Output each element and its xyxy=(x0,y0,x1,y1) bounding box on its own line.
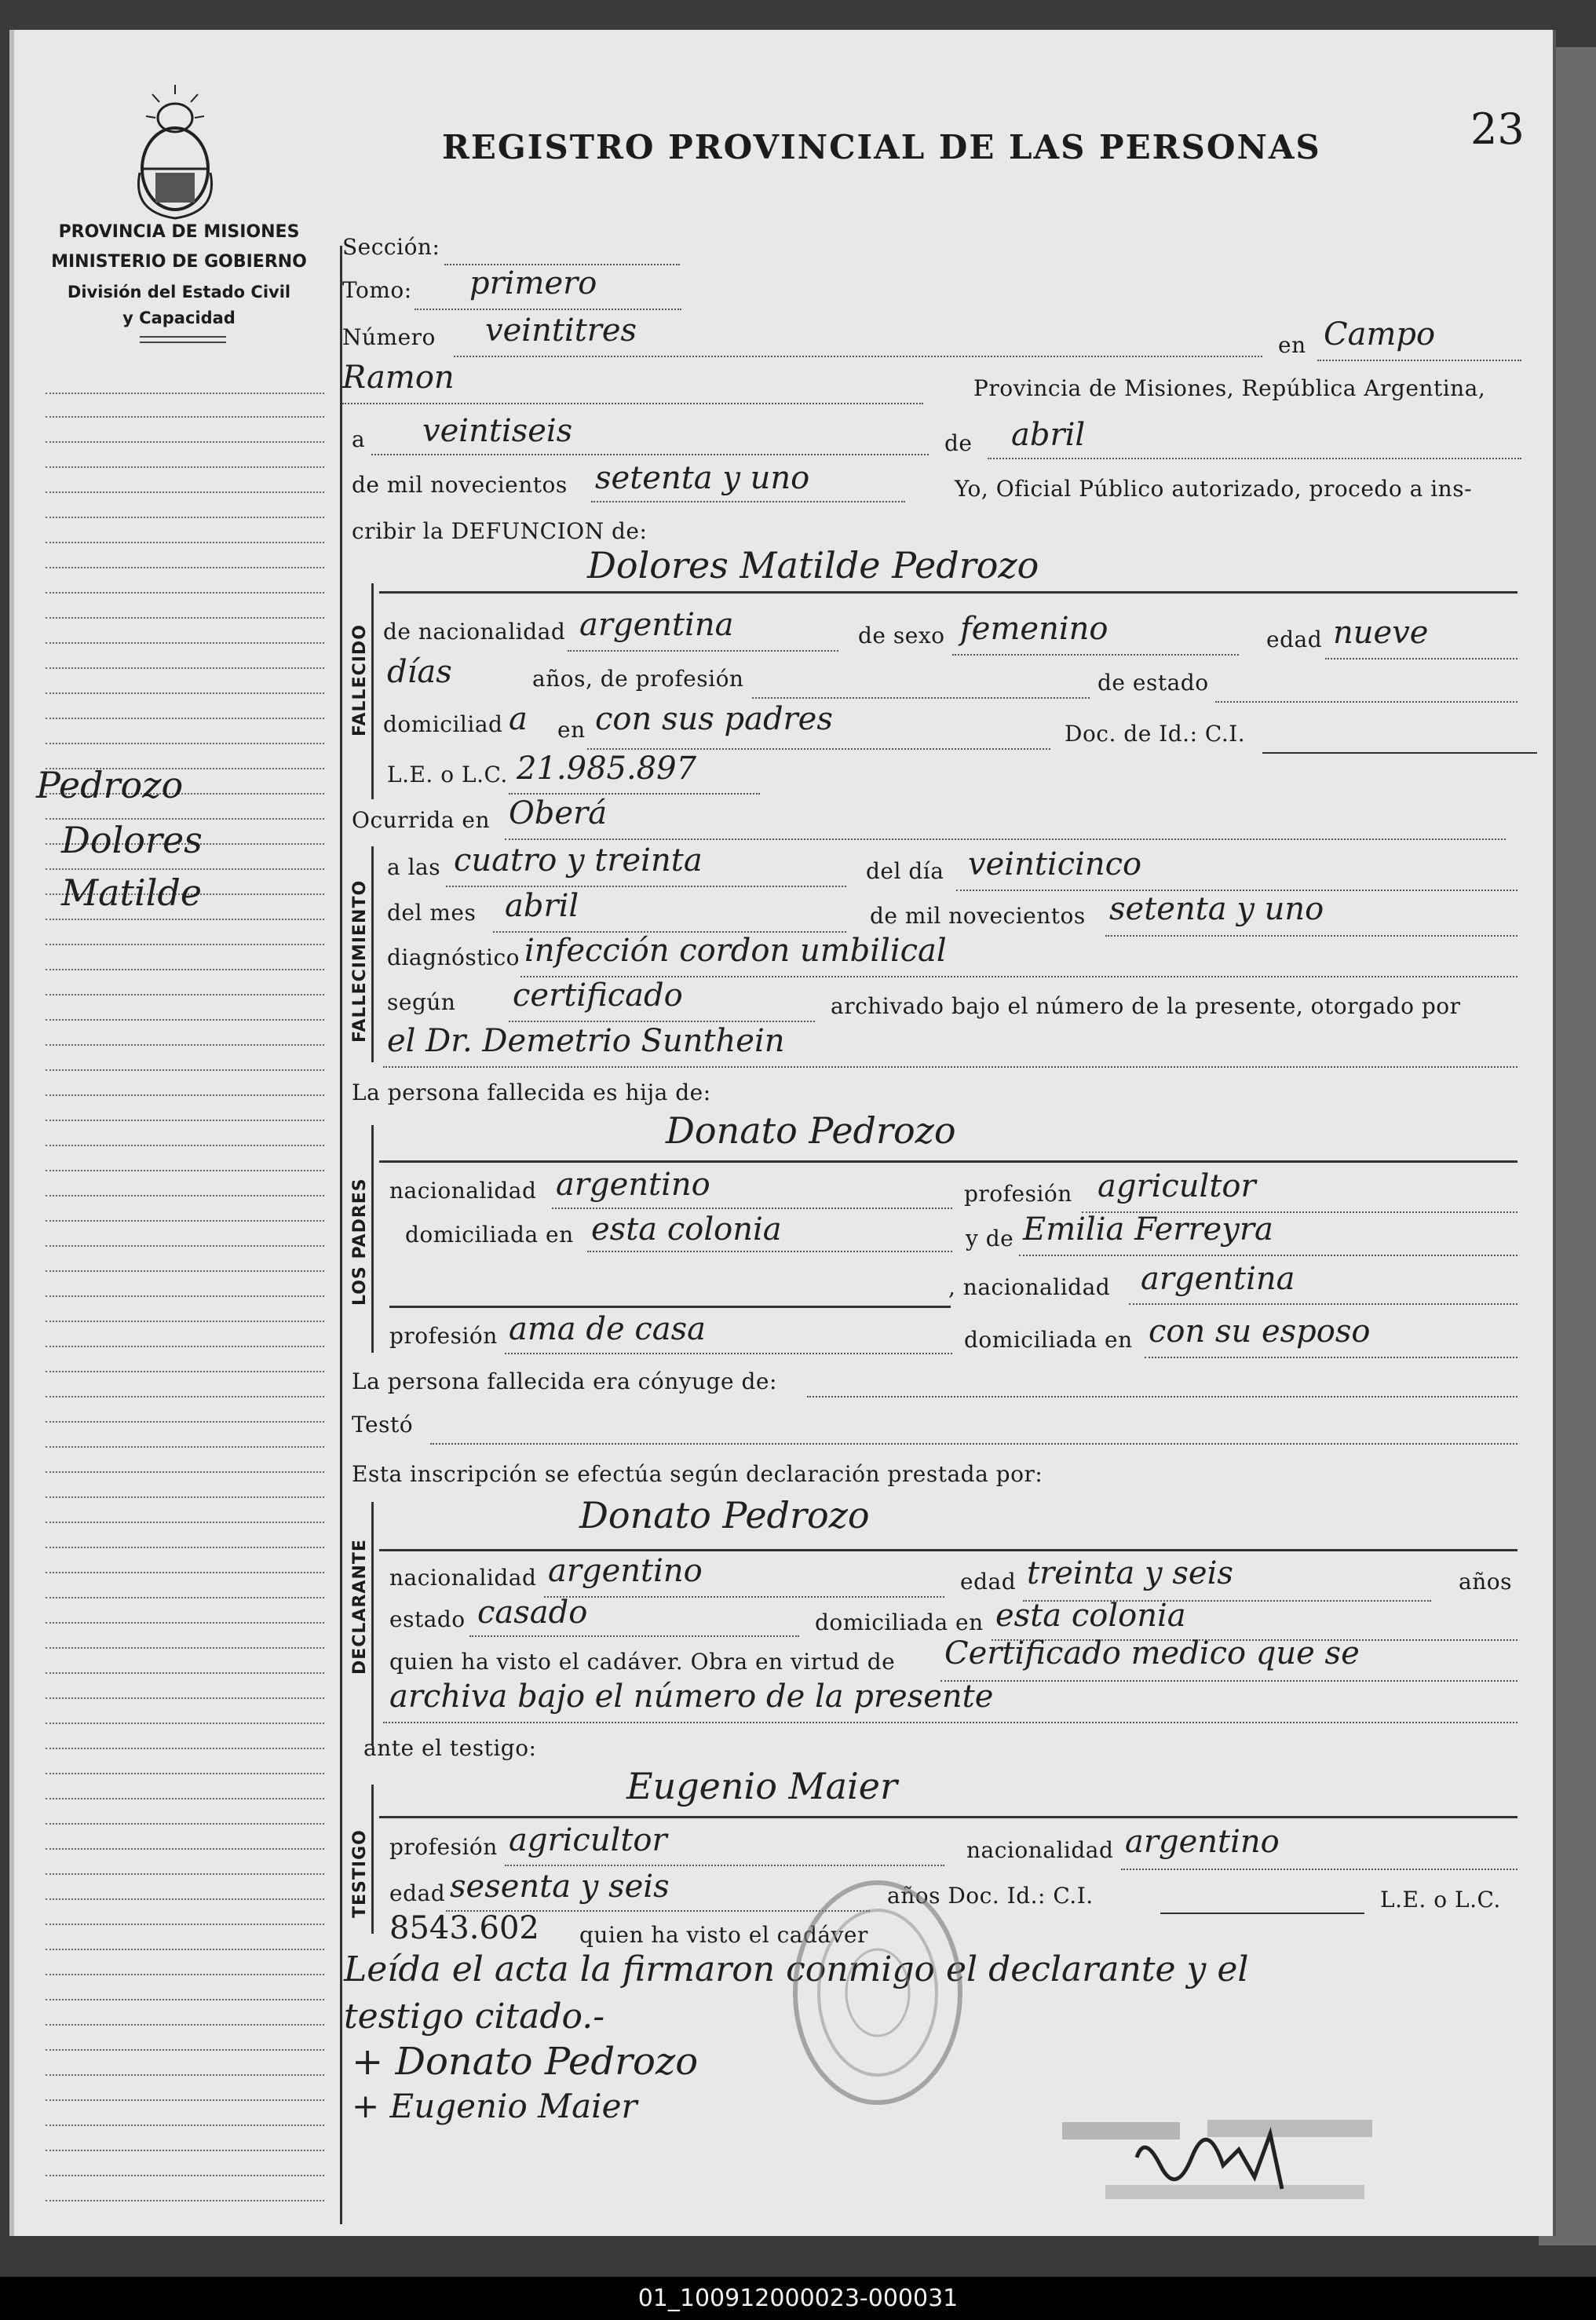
margin-note-name2: Matilde xyxy=(61,871,203,914)
segun-value: certificado xyxy=(513,977,683,1014)
del-mes-label: del mes xyxy=(387,900,477,926)
conyuge-label: La persona fallecida era cónyuge de: xyxy=(352,1368,777,1394)
en-label: en xyxy=(1278,332,1306,358)
provincia-text: Provincia de Misiones, República Argentina, xyxy=(973,375,1486,401)
inscripcion-label: Esta inscripción se efectúa según declaración prestada por: xyxy=(352,1461,1043,1487)
decl-edad-value: treinta y seis xyxy=(1027,1555,1233,1591)
a-label: a xyxy=(352,426,366,452)
fallecido-side-label: FALLECIDO xyxy=(350,624,370,736)
leida-text: Leída el acta la firmaron conmigo el declarante y el xyxy=(344,1949,1249,1989)
declarante-side-label: DECLARANTE xyxy=(350,1539,370,1675)
padre-domicilio-value: esta colonia xyxy=(591,1211,782,1248)
madre-nacionalidad-label: , nacionalidad xyxy=(948,1274,1111,1300)
archivado-text: archivado bajo el número de la presente, otorgado por xyxy=(831,993,1461,1019)
de-mil-label: de mil novecientos xyxy=(352,472,568,498)
mes-fallec-value: abril xyxy=(505,888,579,924)
margin-note-name1: Dolores xyxy=(61,819,203,861)
page-title: REGISTRO PROVINCIAL DE LAS PERSONAS xyxy=(442,128,1321,166)
domiciliad-label: domiciliad xyxy=(383,711,503,737)
en-label-2: en xyxy=(557,717,586,743)
decl-edad-label: edad xyxy=(960,1569,1017,1595)
ocurrida-value: Oberá xyxy=(509,795,608,831)
padre-nacionalidad-label: nacionalidad xyxy=(389,1178,537,1204)
edad-label: edad xyxy=(1266,627,1323,652)
page-number: 23 xyxy=(1470,104,1525,154)
test-nacionalidad-value: argentino xyxy=(1125,1824,1280,1860)
otorgado-por-value: el Dr. Demetrio Sunthein xyxy=(387,1023,785,1059)
madre-domicilio-value: con su esposo xyxy=(1149,1313,1371,1350)
coat-of-arms-icon xyxy=(124,79,226,236)
image-id-text: 01_100912000023-000031 xyxy=(637,2285,959,2312)
quien-visto-label: quien ha visto el cadáver. Obra en virtud de xyxy=(389,1649,896,1675)
decl-nacionalidad-label: nacionalidad xyxy=(389,1565,537,1591)
official-signature-icon xyxy=(1058,2103,1388,2212)
dia-value: veintiseis xyxy=(422,413,573,449)
madre-value: Emilia Ferreyra xyxy=(1023,1211,1273,1248)
test-anios-doc-label: años Doc. Id.: C.I. xyxy=(887,1883,1094,1909)
numero-value: veintitres xyxy=(485,312,637,349)
lugar-value: Campo xyxy=(1324,316,1436,353)
madre-domiciliada-label: domiciliada en xyxy=(964,1327,1133,1353)
le-lc-label: L.E. o L.C. xyxy=(387,762,508,787)
test-profesion-label: profesión xyxy=(389,1834,498,1860)
edad-value: nueve xyxy=(1333,615,1429,651)
numero-label: Número xyxy=(342,324,436,350)
testigo-side-label: TESTIGO xyxy=(350,1829,370,1918)
firma-testigo: + Eugenio Maier xyxy=(352,2087,637,2125)
domiciliad-suffix: a xyxy=(509,701,528,737)
fallecimiento-side-label: FALLECIMIENTO xyxy=(350,879,370,1043)
edad2-value: días xyxy=(387,654,452,690)
le-lc-value: 21.985.897 xyxy=(517,751,697,787)
y-de-label: y de xyxy=(966,1226,1014,1251)
padre-profesion-value: agricultor xyxy=(1097,1168,1256,1204)
image-id-footer xyxy=(0,2277,1596,2320)
decl-estado-label: estado xyxy=(389,1606,466,1632)
de-estado-label: de estado xyxy=(1097,670,1209,696)
anio-value: setenta y uno xyxy=(595,460,810,496)
padre-profesion-label: profesión xyxy=(964,1181,1072,1207)
ocurrida-label: Ocurrida en xyxy=(352,807,491,833)
official-stamp-icon xyxy=(787,1875,968,2110)
margin-note-surname: Pedrozo xyxy=(36,764,184,806)
del-dia-label: del día xyxy=(866,858,944,884)
declarante-value: Donato Pedrozo xyxy=(579,1494,870,1536)
de-mil-nov-label: de mil novecientos xyxy=(870,903,1086,929)
anio-fallec-value: setenta y uno xyxy=(1109,891,1324,927)
sexo-value: femenino xyxy=(960,611,1108,647)
diagnostico-label: diagnóstico xyxy=(387,944,520,970)
doc-id-label: Doc. de Id.: C.I. xyxy=(1065,721,1246,747)
hora-value: cuatro y treinta xyxy=(454,842,703,879)
obra-value: Certificado medico que se xyxy=(944,1635,1360,1671)
quien-visto-cadaver-label: quien ha visto el cadáver xyxy=(579,1922,868,1948)
seccion-label: Sección: xyxy=(342,234,440,260)
padres-side-label: LOS PADRES xyxy=(350,1178,370,1306)
nacionalidad-value: argentina xyxy=(579,607,734,643)
margin-divider xyxy=(340,246,342,2224)
register-page xyxy=(9,30,1553,2236)
hija-de-label: La persona fallecida es hija de: xyxy=(352,1080,711,1105)
lugar2-value: Ramon xyxy=(342,360,455,396)
test-profesion-value: agricultor xyxy=(509,1822,667,1858)
de-nacionalidad-label: de nacionalidad xyxy=(383,619,566,645)
de-sexo-label: de sexo xyxy=(858,623,945,649)
nombre-value: Dolores Matilde Pedrozo xyxy=(587,544,1039,586)
testigo-value: Eugenio Maier xyxy=(626,1765,897,1807)
domicilio-value: con sus padres xyxy=(595,701,833,737)
ante-testigo-label: ante el testigo: xyxy=(363,1735,537,1761)
padre-nacionalidad-value: argentino xyxy=(556,1167,710,1203)
tomo-label: Tomo: xyxy=(342,277,412,303)
test-edad-value: sesenta y seis xyxy=(450,1869,670,1905)
decl-domicilio-value: esta colonia xyxy=(995,1598,1186,1634)
madre-nacionalidad-value: argentina xyxy=(1141,1261,1295,1297)
mes-value: abril xyxy=(1011,417,1086,453)
test-edad-label: edad xyxy=(389,1880,446,1906)
segun-label: según xyxy=(387,989,456,1015)
obra2-value: archiva bajo el número de la presente xyxy=(389,1679,994,1715)
dia-fallec-value: veinticinco xyxy=(968,846,1142,882)
firma-declarante: + Donato Pedrozo xyxy=(352,2040,699,2084)
de-label: de xyxy=(944,430,973,456)
decl-estado-value: casado xyxy=(477,1595,588,1631)
province-header: PROVINCIA DE MISIONES xyxy=(58,222,300,242)
division-header: División del Estado Civil xyxy=(67,283,291,301)
tomo-value: primero xyxy=(469,265,597,301)
inscribir-text: cribir la DEFUNCION de: xyxy=(352,518,648,544)
test-nacionalidad-label: nacionalidad xyxy=(966,1837,1114,1863)
yo-oficial-text: Yo, Oficial Público autorizado, procedo a ins- xyxy=(955,476,1473,502)
leida2-text: testigo citado.- xyxy=(344,1997,605,2037)
decl-nacionalidad-value: argentino xyxy=(548,1553,703,1589)
anios-profesion-label: años, de profesión xyxy=(532,666,744,692)
test-doc-value: 8543.602 xyxy=(389,1910,539,1946)
ministry-header: MINISTERIO DE GOBIERNO xyxy=(51,252,307,272)
decl-domiciliada-label: domiciliada en xyxy=(815,1609,984,1635)
capacity-header: y Capacidad xyxy=(122,309,236,327)
madre-profesion-value: ama de casa xyxy=(509,1311,706,1347)
madre-profesion-label: profesión xyxy=(389,1323,498,1349)
padre-domiciliada-label: domiciliada en xyxy=(405,1222,574,1248)
diagnostico-value: infección cordon umbilical xyxy=(524,933,947,969)
testo-label: Testó xyxy=(352,1412,414,1438)
decl-anios-label: años xyxy=(1459,1569,1512,1595)
test-le-lc-label: L.E. o L.C. xyxy=(1380,1887,1501,1913)
padre-value: Donato Pedrozo xyxy=(666,1109,956,1152)
a-las-label: a las xyxy=(387,854,441,880)
